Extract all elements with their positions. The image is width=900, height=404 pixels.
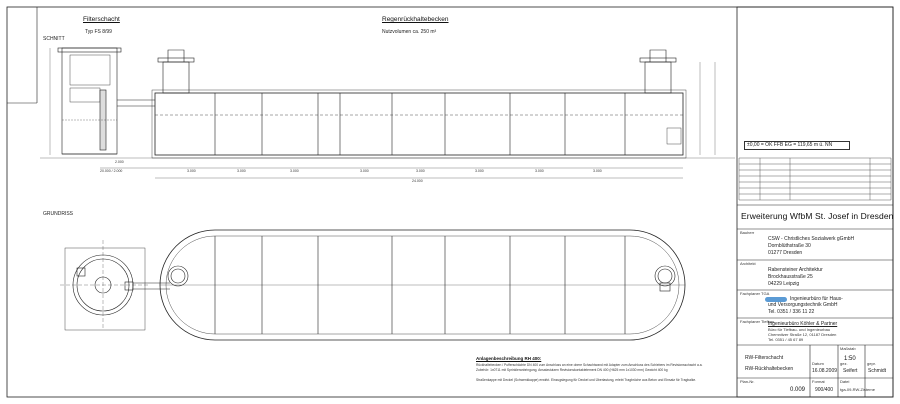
plan-no-label: Plan-Nr. (740, 379, 755, 384)
description-line-1: Rückhaltebecken / Pufferschächte DN 400 zum Anschluss an eine obere Schachtwand mit Adapter zum Anschluss des Schiebers im Revisionsschacht a.a. (476, 363, 703, 367)
drawn-label: gez. (840, 361, 848, 366)
client-label: Bauherr (740, 230, 755, 235)
drawn-value: Seifert (843, 368, 858, 374)
structural-line-3: Chemnitzer Straße 12, 01187 Dresden (768, 332, 837, 337)
dim-left: 2.000 (115, 160, 124, 164)
format-value: 900/400 (815, 387, 834, 393)
checked-value: Schmidt (868, 368, 887, 374)
checked-label: gepr. (867, 361, 876, 366)
regen-title: Regenrückhaltebecken (382, 16, 449, 23)
dim-bottom-2: 3.000 (237, 169, 246, 173)
client-line-3: 01277 Dresden (768, 250, 803, 256)
filterschacht-type: Typ FS 8/99 (85, 29, 112, 35)
planner-label: Fachplaner TGA (740, 291, 770, 296)
format-label: Format (812, 379, 825, 384)
filterschacht-title: Filterschacht (83, 16, 120, 23)
dim-total: 24.000 (412, 179, 423, 183)
structural-line-2: Büro für Tiefbau- und Ingenieurbau (768, 327, 831, 332)
planner-line-3: Tel. 0351 / 336 11 22 (768, 309, 815, 315)
dim-left2: 20.000 / 2.000 (100, 169, 123, 173)
scale-label: Maßstab (840, 346, 856, 351)
date-label: Datum (812, 361, 824, 366)
description-line-3: Straßenkappe mit Deckel (Schwenkkappe) erwirkt. Einzugslegung für Deckel und Überlastung, erlebt Tragbrüche aus Beton und Einsatz für Tragbalke. (476, 378, 697, 382)
structural-line-4: Tel. 0351 / 45 67 89 (768, 337, 804, 342)
planner-line-2: und Versorgungstechnik GmbH (768, 302, 838, 308)
file-value: tga-09-RW-Zisterne (840, 387, 875, 392)
dim-bottom-4: 3.000 (360, 169, 369, 173)
drawing-line-2: RW-Rückhaltebecken (745, 366, 794, 372)
architect-line-3: 04229 Leipzig (768, 281, 800, 287)
client-line-2: Dornblüthstraße 30 (768, 243, 811, 249)
dim-bottom-3: 3.000 (290, 169, 299, 173)
architect-line-1: Rabensteiner Architektur (768, 267, 823, 273)
plan-no-value: 0.009 (790, 387, 806, 393)
plan-view (60, 230, 685, 340)
revision-table (739, 158, 891, 200)
elevation-note: ±0,00 = OK FFB EG = 119,65 m ü. NN (744, 141, 850, 150)
drawing-line-1: RW-Filterschacht (745, 355, 784, 361)
scale-value: 1:50 (844, 356, 856, 362)
dim-bottom-1: 3.000 (187, 169, 196, 173)
architect-label: Architekt (740, 261, 756, 266)
description-title: Anlagenbeschreibung RH 400: (476, 356, 542, 361)
date-value: 16.08.2009 (812, 368, 838, 374)
description-line-2: Zubehör: 1x0711 mit Sprinkleranbringung, Ansatzstutzen Revisionskontaktelement DN 400 (H625 mm 1x1030 mm) Gewicht 400 kg (476, 368, 668, 372)
structural-line-1: Ingenieurbüro Köhler & Partner (768, 321, 838, 327)
client-line-1: CSW - Christliches Sozialwerk gGmbH (768, 236, 855, 242)
dim-bottom-6: 3.000 (475, 169, 484, 173)
structural-label: Fachplaner Tiefbau (740, 319, 775, 324)
regen-subtitle: Nutzvolumen ca. 250 m³ (382, 29, 437, 35)
dim-bottom-7: 3.000 (535, 169, 544, 173)
dim-bottom-8: 3.000 (593, 169, 602, 173)
planner-line-1: Ingenieurbüro für Haus- (790, 296, 843, 302)
project-title: Erweiterung WfbM St. Josef in Dresden (741, 211, 894, 221)
plan-label: GRUNDRISS (43, 211, 74, 217)
section-view (40, 48, 735, 178)
file-label: Datei (840, 379, 850, 384)
architect-line-2: Brockhausstraße 25 (768, 274, 813, 280)
dim-bottom-5: 3.000 (416, 169, 425, 173)
section-label: SCHNITT (43, 36, 65, 42)
